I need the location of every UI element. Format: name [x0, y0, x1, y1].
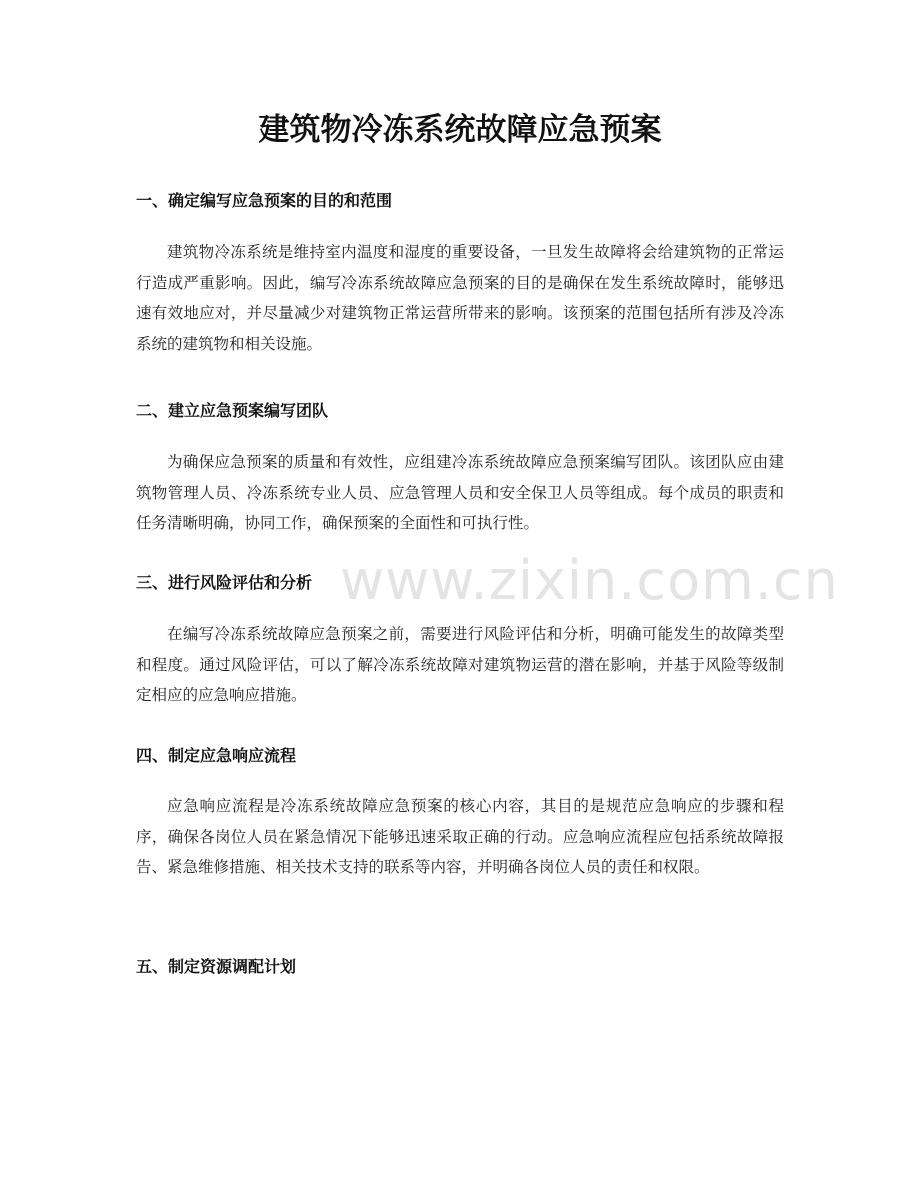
section-paragraph-4: 应急响应流程是冷冻系统故障应急预案的核心内容，其目的是规范应急响应的步骤和程序，确保各岗位人员在紧急情况下能够迅速采取正确的行动。应急响应流程应包括系统故障报告、紧急维修措施、相关技术支持的联系等内容，并明确各岗位人员的责任和权限。	[136, 797, 784, 877]
section-heading-2: 二、建立应急预案编写团队	[136, 401, 329, 420]
section-heading-3: 三、进行风险评估和分析	[136, 573, 313, 592]
section-heading-4: 四、制定应急响应流程	[136, 746, 297, 765]
section-paragraph-2: 为确保应急预案的质量和有效性，应组建冷冻系统故障应急预案编写团队。该团队应由建筑物管理人员、冷冻系统专业人员、应急管理人员和安全保卫人员等组成。每个成员的职责和任务清晰明确，协同工作，确保预案的全面性和可执行性。	[136, 453, 784, 533]
section-paragraph-3: 在编写冷冻系统故障应急预案之前，需要进行风险评估和分析，明确可能发生的故障类型和程度。通过风险评估，可以了解冷冻系统故障对建筑物运营的潜在影响，并基于风险等级制定相应的应急响应措施。	[136, 625, 784, 705]
document-title: 建筑物冷冻系统故障应急预案	[258, 112, 662, 148]
section-heading-1: 一、确定编写应急预案的目的和范围	[136, 191, 393, 210]
section-heading-5: 五、制定资源调配计划	[136, 957, 297, 976]
section-paragraph-1: 建筑物冷冻系统是维持室内温度和湿度的重要设备，一旦发生故障将会给建筑物的正常运行造成严重影响。因此，编写冷冻系统故障应急预案的目的是确保在发生系统故障时，能够迅速有效地应对，并尽量减少对建筑物正常运营所带来的影响。该预案的范围包括所有涉及冷冻系统的建筑物和相关设施。	[136, 243, 784, 353]
watermark: www.zixin.com.cn	[340, 549, 839, 612]
